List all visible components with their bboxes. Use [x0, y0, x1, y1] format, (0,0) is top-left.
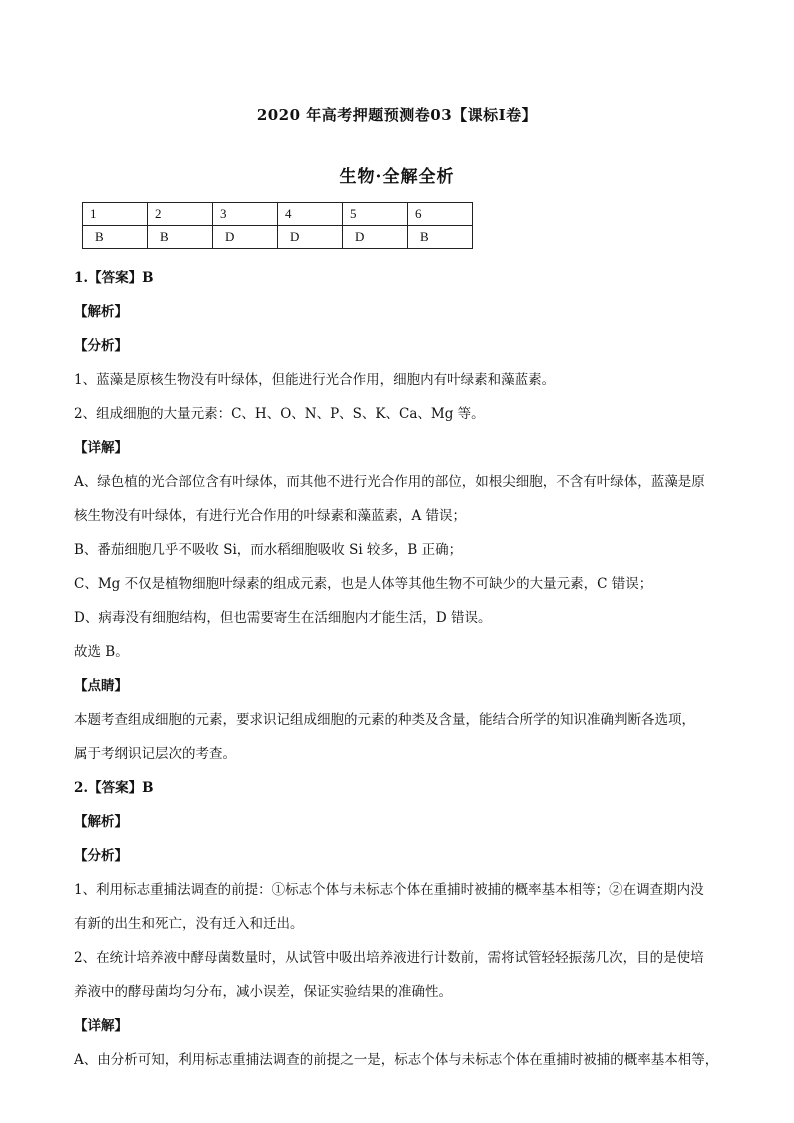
section-heading: 【分析】	[74, 338, 128, 354]
section-heading: 【详解】	[74, 1018, 128, 1034]
paragraph-line: C、Mg 不仅是植物细胞叶绿素的组成元素，也是人体等其他生物不可缺少的大量元素，C 错误；	[74, 576, 653, 592]
paragraph-line: 养液中的酵母菌均匀分布，减小误差，保证实验结果的准确性。	[74, 984, 452, 1000]
paragraph-line: 核生物没有叶绿体，有进行光合作用的叶绿素和藻蓝素，A 错误；	[74, 508, 467, 524]
paragraph-line: 2、组成细胞的大量元素：C、H、O、N、P、S、K、Ca、Mg 等。	[74, 406, 485, 422]
answer-cell: D	[343, 226, 408, 249]
answer-cell: B	[408, 226, 473, 249]
paragraph-line: D、病毒没有细胞结构，但也需要寄生在活细胞内才能生活，D 错误。	[74, 610, 492, 626]
answer-cell: B	[83, 226, 148, 249]
section-heading: 【解析】	[74, 814, 128, 830]
page-subtitle: 生物·全解全析	[339, 167, 455, 187]
answer-table-number-row	[83, 203, 473, 226]
question-number-cell: 2	[148, 203, 213, 226]
paragraph-line: A、绿色植的光合部位含有叶绿体，而其他不进行光合作用的部位，如根尖细胞，不含有叶绿体，蓝藻是原	[74, 474, 705, 490]
paragraph-line: 1、蓝藻是原核生物没有叶绿体，但能进行光合作用，细胞内有叶绿素和藻蓝素。	[74, 372, 556, 388]
answer-cell: B	[148, 226, 213, 249]
paragraph-line: 2、在统计培养液中酵母菌数量时，从试管中吸出培养液进行计数前，需将试管轻轻振荡几次，目的是使培	[74, 950, 704, 966]
paragraph-line: A、由分析可知，利用标志重捕法调查的前提之一是，标志个体与未标志个体在重捕时被捕的概率基本相等，	[74, 1052, 719, 1068]
question-number-cell: 6	[408, 203, 473, 226]
answer-table	[82, 202, 473, 249]
question-number-cell: 5	[343, 203, 408, 226]
answer-cell: D	[278, 226, 343, 249]
paragraph-line: 属于考纲识记层次的考查。	[74, 746, 236, 762]
question-number-cell: 4	[278, 203, 343, 226]
question-number-cell: 3	[213, 203, 278, 226]
page-title: 2020 年高考押题预测卷03【课标I卷】	[256, 106, 538, 124]
section-heading: 【解析】	[74, 304, 128, 320]
section-heading: 1.【答案】B	[74, 270, 154, 286]
section-heading: 【详解】	[74, 440, 128, 456]
paragraph-line: 有新的出生和死亡，没有迁入和迁出。	[74, 916, 304, 932]
answer-table-answer-row	[83, 226, 473, 249]
section-heading: 【分析】	[74, 848, 128, 864]
paragraph-line: 故选 B。	[74, 644, 129, 660]
question-number-cell: 1	[83, 203, 148, 226]
paragraph-line: 本题考查组成细胞的元素，要求识记组成细胞的元素的种类及含量，能结合所学的知识准确判断各选项，	[74, 712, 695, 728]
answer-cell: D	[213, 226, 278, 249]
paragraph-line: 1、利用标志重捕法调查的前提：①标志个体与未标志个体在重捕时被捕的概率基本相等；②在调查期内没	[74, 882, 704, 898]
paragraph-line: B、番茄细胞几乎不吸收 Si，而水稻细胞吸收 Si 较多，B 正确；	[74, 542, 463, 558]
section-heading: 2.【答案】B	[74, 780, 154, 796]
explanation-body	[74, 262, 728, 1078]
section-heading: 【点睛】	[74, 678, 128, 694]
